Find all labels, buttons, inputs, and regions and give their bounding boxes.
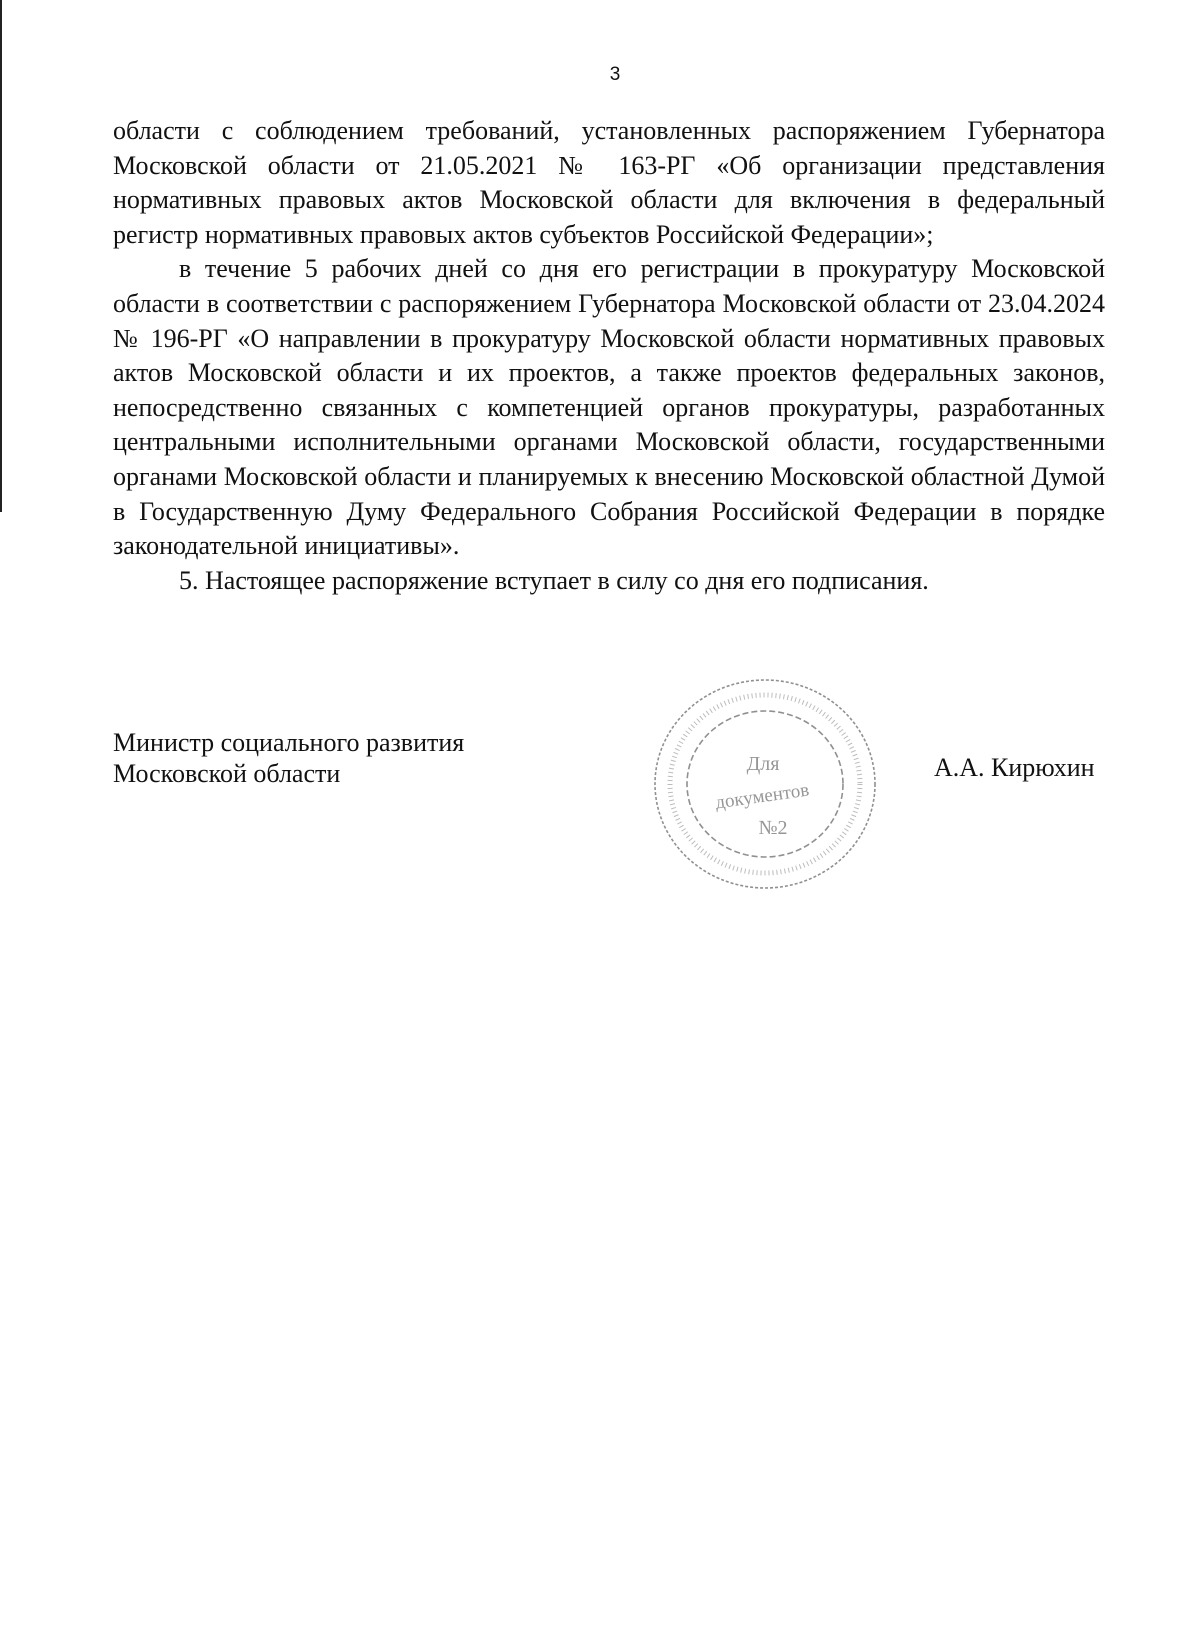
signer-title-line2: Московской области [113, 759, 341, 788]
page-number: 3 [609, 64, 621, 85]
seal-text-line2: документов [713, 779, 811, 814]
signer-title-line1: Министр социального развития [113, 728, 465, 757]
seal-rim-text [670, 695, 860, 873]
signer-title [113, 727, 464, 789]
official-seal [645, 672, 885, 897]
seal-text-line1: Для [746, 753, 780, 775]
seal-text-line3: №2 [758, 817, 788, 839]
document-body [113, 114, 1105, 598]
signer-name: А.А. Кирюхин [934, 753, 1095, 782]
paragraph-prosecutor: в течение 5 рабочих дней со дня его регистрации в прокуратуру Московской области в соответствии с распоряжением Губернатора Московской области от 23.04.2024 № 196-РГ «О направлении в прокуратуру Московской области нормативных правовых актов Московской области и их проектов, а также проектов федеральных законов, непосредственно связанных с компетенцией органов прокуратуры, разработанных центральными исполнительными органами Московской области, государственными органами Московской области и планируемых к внесению Московской областной Думой в Государственную Думу Федерального Собрания Российской Федерации в порядке законодательной инициативы». [113, 254, 1105, 561]
paragraph-effective-date: 5. Настоящее распоряжение вступает в силу со дня его подписания. [179, 565, 929, 595]
paragraph-registry: области с соблюдением требований, установленных распоряжением Губернатора Московской области от 21.05.2021 № 163-РГ «Об организации представления нормативных правовых актов Московской области для включения в федеральный регистр нормативных правовых актов субъектов Российской Федерации»; [113, 116, 1105, 249]
